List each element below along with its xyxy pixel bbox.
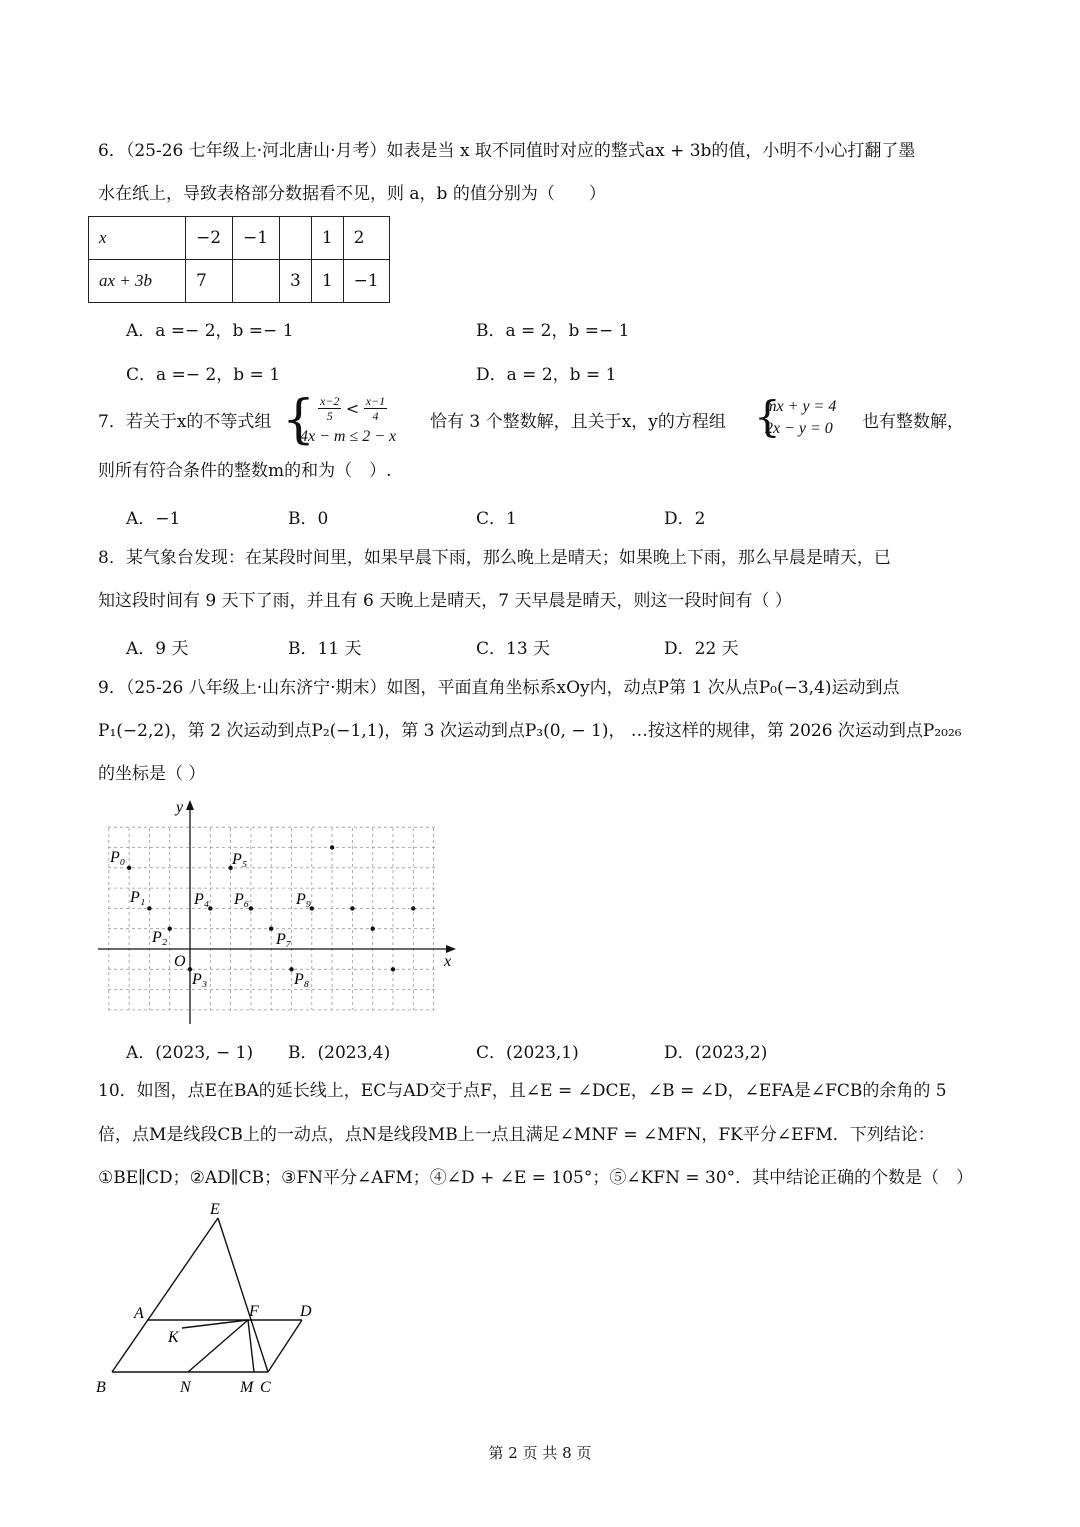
q7-line2: 则所有符合条件的整数m的和为（ ）.: [98, 461, 392, 481]
point-label: P₄: [194, 891, 210, 908]
point-label: P₅: [232, 851, 248, 868]
table-cell: [233, 260, 280, 303]
q10-line2: 倍，点M是线段CB上的一动点，点N是线段MB上一点且满足∠MNF = ∠MFN，FK平分∠EFM．下列结论：: [98, 1125, 935, 1145]
vertex-label: C: [260, 1379, 271, 1396]
table-cell: −1: [233, 217, 280, 260]
table-cell: [280, 217, 312, 260]
q7-inequality-1: $\frac{x-2}{5}$ < $\frac{x-1}{4}$: [320, 394, 386, 423]
point-marker: [391, 967, 395, 971]
table-cell: 7: [186, 260, 233, 303]
q7-suffix: 也有整数解，: [862, 412, 964, 432]
q6-line1: 6．（25-26 七年级上·河北唐山·月考）如表是当 x 取不同值时对应的整式ax + 3b的值，小明不小心打翻了墨: [98, 141, 916, 161]
table-row: [89, 260, 390, 303]
table-cell: 2: [343, 217, 389, 260]
table-cell: −1: [343, 260, 389, 303]
point-marker: [330, 845, 334, 849]
q7-option-a[interactable]: A．−1: [126, 509, 181, 529]
origin-label: O: [174, 953, 186, 970]
vertex-label: M: [240, 1379, 254, 1396]
point-marker: [371, 927, 375, 931]
point-label: P₁: [130, 889, 146, 906]
q7-left-brace: {: [282, 390, 316, 450]
q6-option-d[interactable]: D．a = 2，b = 1: [476, 365, 617, 385]
x-axis-label: x: [444, 953, 452, 970]
y-axis-arrow-icon: [186, 800, 194, 810]
table-cell: −2: [186, 217, 233, 260]
table-cell: 1: [311, 217, 343, 260]
x-axis-arrow-icon: [446, 945, 456, 953]
point-label: P₂: [152, 929, 168, 946]
table-cell: 3: [280, 260, 312, 303]
q6-option-c[interactable]: C．a =− 2，b = 1: [126, 365, 281, 385]
page-footer: 第 2 页 共 8 页: [488, 1444, 592, 1462]
point-marker: [411, 906, 415, 910]
q8-option-d[interactable]: D．22 天: [664, 639, 739, 659]
vertex-label: A: [134, 1305, 144, 1322]
point-label: P₇: [276, 931, 292, 948]
vertex-label: E: [210, 1201, 220, 1218]
figure-lines: [112, 1218, 302, 1372]
point-label: P₆: [234, 891, 250, 908]
q7-option-c[interactable]: C．1: [476, 509, 517, 529]
q10-geometry-figure: [94, 1198, 334, 1398]
q7-middle: 恰有 3 个整数解，且关于x，y的方程组: [430, 412, 726, 432]
q7-equation-2: 2x − y = 0: [765, 420, 833, 437]
point-marker: [147, 906, 151, 910]
q8-option-a[interactable]: A．9 天: [126, 639, 189, 659]
q7-inequality-2: 4x − m ≤ 2 − x: [300, 428, 397, 445]
grid-lines: [108, 827, 438, 1010]
vertex-label: N: [180, 1379, 191, 1396]
point-marker: [168, 927, 172, 931]
q7-prefix: 7．若关于x的不等式组: [98, 412, 272, 432]
q10-line3: ①BE∥CD；②AD∥CB；③FN平分∠AFM；④∠D + ∠E = 105°；⑤∠KFN = 30°．其中结论正确的个数是（ ）: [98, 1168, 974, 1188]
vertex-label: F: [249, 1303, 259, 1320]
q9-option-b[interactable]: B．(2023,4): [288, 1043, 391, 1063]
q6-option-a[interactable]: A．a =− 2，b =− 1: [126, 321, 294, 341]
q8-option-b[interactable]: B．11 天: [288, 639, 362, 659]
q9-line2: P₁(−2,2)，第 2 次运动到点P₂(−1,1)，第 3 次运动到点P₃(0, − 1)， …按这样的规律，第 2026 次运动到点P₂₀₂₆: [98, 721, 962, 741]
point-marker: [127, 866, 131, 870]
q7-right-brace: {: [754, 392, 781, 441]
vertex-label: K: [168, 1329, 179, 1346]
vertex-label: D: [300, 1303, 312, 1320]
table-cell: 1: [311, 260, 343, 303]
point-marker: [350, 906, 354, 910]
q6-value-table: [88, 216, 390, 303]
point-label: P₉: [296, 891, 312, 908]
q7-equation-1: mx + y = 4: [765, 398, 837, 415]
q9-option-c[interactable]: C．(2023,1): [476, 1043, 579, 1063]
point-marker: [249, 906, 253, 910]
q9-option-d[interactable]: D．(2023,2): [664, 1043, 768, 1063]
point-marker: [269, 927, 273, 931]
q7-option-d[interactable]: D．2: [664, 509, 706, 529]
table-cell: ax + 3b: [89, 260, 186, 303]
y-axis-label: y: [176, 799, 184, 816]
q9-option-a[interactable]: A．(2023, − 1): [126, 1043, 254, 1063]
vertex-label: B: [96, 1379, 106, 1396]
q8-option-c[interactable]: C．13 天: [476, 639, 551, 659]
q7-option-b[interactable]: B．0: [288, 509, 329, 529]
q6-line2: 水在纸上，导致表格部分数据看不见，则 a，b 的值分别为（ ）: [98, 184, 606, 204]
q8-line2: 知这段时间有 9 天下了雨，并且有 6 天晚上是晴天，7 天早晨是晴天，则这一段时间有（ ）: [98, 591, 792, 611]
q6-option-b[interactable]: B．a = 2，b =− 1: [476, 321, 630, 341]
q10-line1: 10．如图，点E在BA的延长线上，EC与AD交于点F，且∠E = ∠DCE，∠B = ∠D，∠EFA是∠FCB的余角的 5: [98, 1081, 947, 1101]
point-label: P₀: [110, 849, 126, 866]
point-label: P₃: [192, 971, 208, 988]
table-row: [89, 217, 390, 260]
point-label: P₈: [294, 971, 310, 988]
q9-line1: 9．（25-26 八年级上·山东济宁·期末）如图，平面直角坐标系xOy内，动点P第 1 次从点P₀(−3,4)运动到点: [98, 678, 900, 698]
table-cell: x: [89, 217, 186, 260]
q9-coordinate-figure: [96, 798, 466, 1028]
q8-line1: 8．某气象台发现：在某段时间里，如果早晨下雨，那么晚上是晴天；如果晚上下雨，那么早晨是晴天，已: [98, 548, 891, 568]
q9-line3: 的坐标是（ ）: [98, 764, 206, 784]
